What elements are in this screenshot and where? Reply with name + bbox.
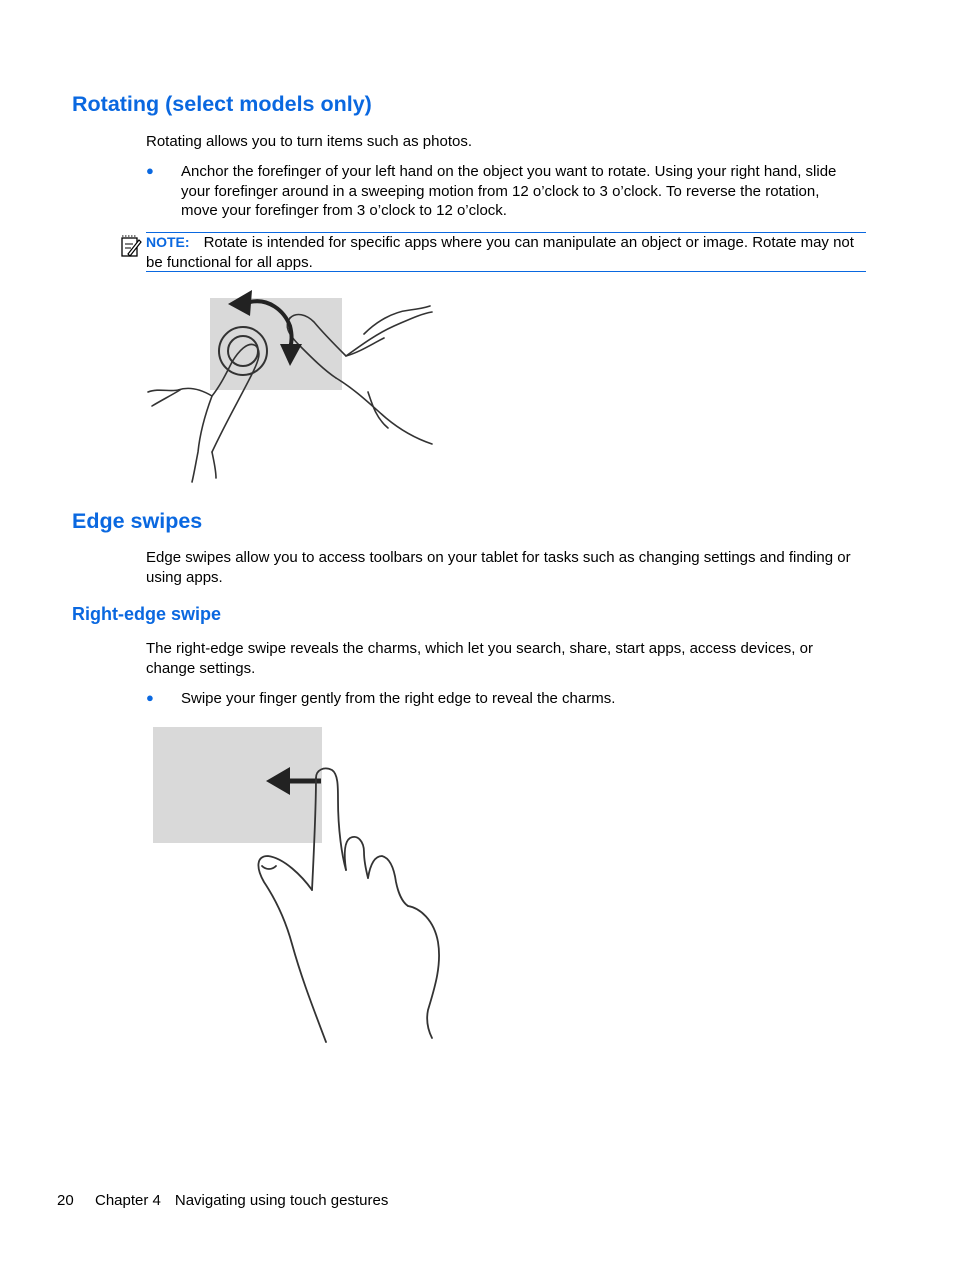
rotate-gesture-illustration (140, 282, 440, 487)
bullet-icon: ● (146, 163, 154, 178)
note-pencil-icon (120, 234, 142, 258)
subsection-heading-right-edge-swipe: Right-edge swipe (72, 604, 222, 624)
right-edge-swipe-illustration (146, 720, 456, 1050)
note-body: Rotate is intended for specific apps where you can manipulate an object or image. Rotate may not be functional for all apps. (146, 234, 854, 271)
footer-chapter: Chapter 4 (95, 1192, 161, 1209)
note-text (146, 233, 858, 272)
section-heading-edge-swipes: Edge swipes (72, 509, 203, 533)
rotating-instruction: Anchor the forefinger of your left hand on the object you want to rotate. Using your right hand, slide your forefinger around in a sweeping motion from 12 o’clock to 3 o’clock. To reverse the rotation, move your forefinger from 3 o’clock to 12 o’clock. (181, 163, 837, 219)
note-label: NOTE: (146, 234, 190, 250)
section-heading-rotating: Rotating (select models only) (72, 92, 372, 116)
swipe-instruction: Swipe your finger gently from the right edge to reveal the charms. (181, 690, 616, 707)
note-box (146, 232, 866, 272)
page-number: 20 (57, 1192, 74, 1209)
rotating-intro: Rotating allows you to turn items such as photos. (146, 133, 473, 150)
touch-area (153, 727, 322, 843)
page-footer (57, 1192, 388, 1209)
edge-swipes-intro: Edge swipes allow you to access toolbars on your tablet for tasks such as changing settings and finding or using apps. (146, 549, 851, 586)
right-edge-swipe-intro: The right-edge swipe reveals the charms, which let you search, share, start apps, access devices, or change settings. (146, 640, 813, 677)
bullet-icon: ● (146, 690, 154, 705)
footer-chapter-title: Navigating using touch gestures (174, 1192, 389, 1209)
